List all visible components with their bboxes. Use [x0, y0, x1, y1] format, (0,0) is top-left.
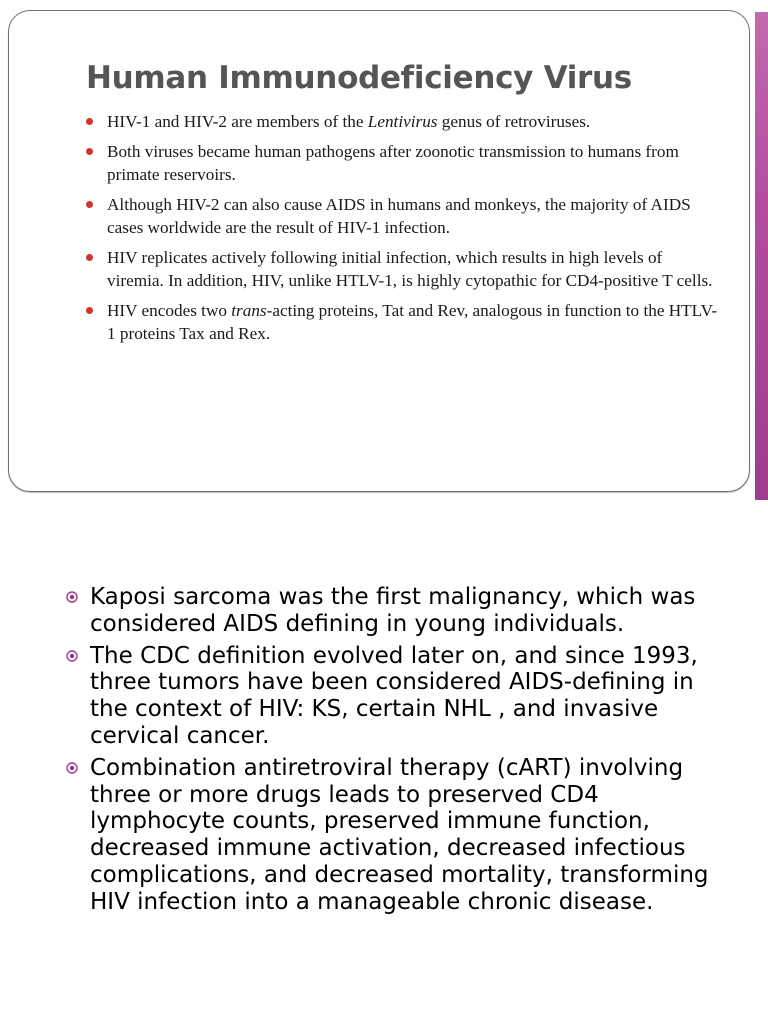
notes-bullet-text: Kaposi sarcoma was the first malignancy, which was considered AIDS defining in young individuals.: [90, 584, 696, 637]
bullet-dot-icon: [86, 148, 93, 155]
notes-bullet-list: [66, 584, 726, 921]
notes-bullet-item: [66, 584, 726, 638]
notes-bullet-item: [66, 755, 726, 916]
notes-bullet-item: [66, 643, 726, 750]
slide-bullet-list: [86, 110, 718, 352]
slide-bullet-item: [86, 140, 718, 187]
notes-bullet-text: The CDC definition evolved later on, and since 1993, three tumors have been considered AIDS-defining in the context of HIV: KS, certain NHL , and invasive cervical cancer.: [90, 642, 698, 749]
slide-bullet-item: [86, 299, 718, 346]
notes-section: [0, 500, 768, 1024]
bullet-dot-icon: [86, 254, 93, 261]
slide-bullet-item: [86, 110, 718, 134]
ring-bullet-icon: [66, 591, 78, 603]
ring-bullet-icon: [66, 650, 78, 662]
slide-bullet-text: trans: [231, 300, 267, 320]
slide-bullet-text: Lentivirus: [367, 112, 438, 131]
accent-bar: [755, 12, 768, 500]
slide-bullet-text: Although HIV-2 can also cause AIDS in humans and monkeys, the majority of AIDS cases worldwide are the result of HIV-1 infection.: [107, 194, 691, 237]
slide-bullet-item: [86, 246, 718, 293]
ring-bullet-icon: [66, 762, 78, 774]
bullet-dot-icon: [86, 201, 93, 208]
bullet-dot-icon: [86, 307, 93, 314]
slide-bullet-text: genus of retroviruses.: [437, 112, 591, 131]
bullet-dot-icon: [86, 118, 93, 125]
slide-image: [0, 0, 768, 500]
slide-bullet-text: Both viruses became human pathogens after zoonotic transmission to humans from primate reservoirs.: [107, 141, 679, 184]
slide-bullet-text: -acting proteins, Tat and Rev, analogous in function to the HTLV-1 proteins Tax and Rex.: [107, 300, 718, 343]
notes-bullet-text: Combination antiretroviral therapy (cART) involving three or more drugs leads to preserved CD4 lymphocyte counts, preserved immune function, decreased immune activation, decreased infectious complications, and decreased mortality, transforming HIV infection into a manageable chronic disease.: [90, 754, 709, 915]
slide-bullet-item: [86, 193, 718, 240]
slide-bullet-text: HIV-1 and HIV-2 are members of the: [107, 112, 368, 131]
slide-bullet-text: HIV replicates actively following initial infection, which results in high levels of viremia. In addition, HIV, unlike HTLV-1, is highly cytopathic for CD4-positive T cells.: [107, 247, 713, 290]
slide-title: Human Immunodeficiency Virus: [86, 60, 632, 96]
slide-bullet-text: HIV encodes two: [107, 300, 232, 320]
